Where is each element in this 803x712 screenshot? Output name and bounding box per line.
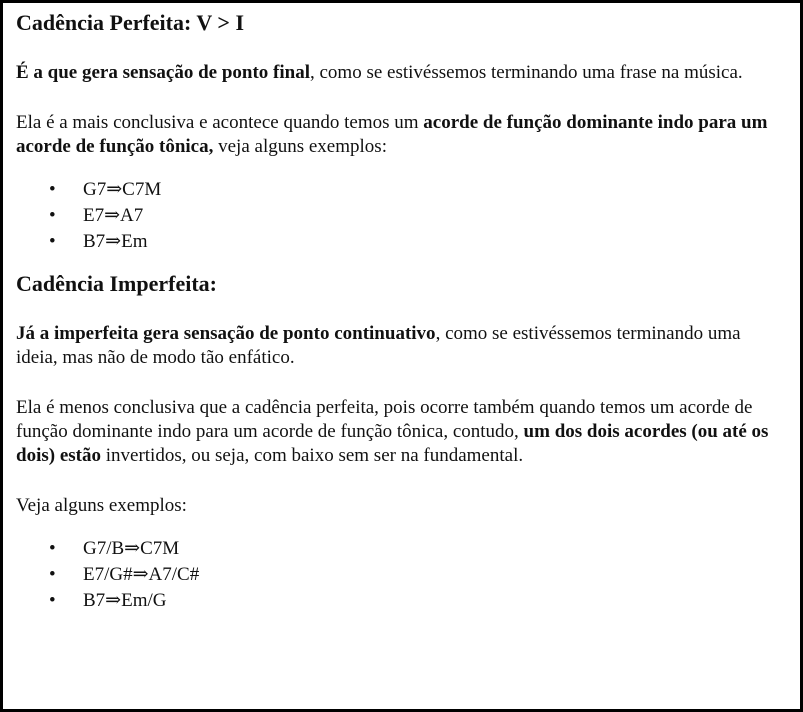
imperfect-cadence-p1-bold: Já a imperfeita gera sensação de ponto continuativo <box>16 323 436 344</box>
example-chord: E7⇒A7 <box>83 205 144 226</box>
example-chord: B7⇒Em/G <box>83 590 167 611</box>
list-item <box>16 177 780 203</box>
perfect-cadence-p2-text-b: veja alguns exemplos: <box>213 136 387 157</box>
imperfect-cadence-p1-text: , como se estivéssemos terminando uma ideia, mas não de modo tão enfático. <box>16 323 741 368</box>
bullet-icon: • <box>49 231 56 252</box>
perfect-cadence-p1-text: , como se estivéssemos terminando uma frase na música. <box>310 62 743 83</box>
list-item <box>16 536 780 562</box>
imperfect-cadence-paragraph-3: Veja alguns exemplos: <box>16 495 187 516</box>
example-chord: E7/G#⇒A7/C# <box>83 564 200 585</box>
bullet-icon: • <box>49 205 56 226</box>
list-item <box>16 229 780 255</box>
perfect-cadence-paragraph-2 <box>16 111 780 159</box>
bullet-icon: • <box>49 590 56 611</box>
perfect-cadence-p2-bold: acorde de função dominante indo para um acorde de função tônica, <box>16 112 768 157</box>
list-item <box>16 203 780 229</box>
section-imperfect-cadence-title: Cadência Imperfeita: <box>16 271 218 296</box>
perfect-cadence-paragraph-1 <box>16 61 780 85</box>
imperfect-cadence-paragraph-1 <box>16 322 780 370</box>
document-content <box>16 8 780 614</box>
imperfect-cadence-examples-list <box>16 536 780 614</box>
bullet-icon: • <box>49 564 56 585</box>
perfect-cadence-p1-bold: É a que gera sensação de ponto final <box>16 62 310 83</box>
section-perfect-cadence-title: Cadência Perfeita: V > I <box>16 10 245 35</box>
imperfect-cadence-p2-text-a: Ela é menos conclusiva que a cadência perfeita, pois ocorre também quando temos um acorde de função dominante indo para um acorde de função tônica, contudo, <box>16 397 753 442</box>
example-chord: B7⇒Em <box>83 231 148 252</box>
list-item <box>16 588 780 614</box>
bullet-icon: • <box>49 538 56 559</box>
imperfect-cadence-p2-text-b: invertidos, ou seja, com baixo sem ser na fundamental. <box>100 445 524 466</box>
perfect-cadence-examples-list <box>16 177 780 255</box>
imperfect-cadence-p2-bold: um dos dois acordes (ou até os dois) estão <box>16 421 769 466</box>
perfect-cadence-p2-text-a: Ela é a mais conclusiva e acontece quando temos um <box>16 112 424 133</box>
imperfect-cadence-paragraph-2 <box>16 396 780 468</box>
example-chord: G7/B⇒C7M <box>83 538 180 559</box>
bullet-icon: • <box>49 179 56 200</box>
example-chord: G7⇒C7M <box>83 179 162 200</box>
list-item <box>16 562 780 588</box>
